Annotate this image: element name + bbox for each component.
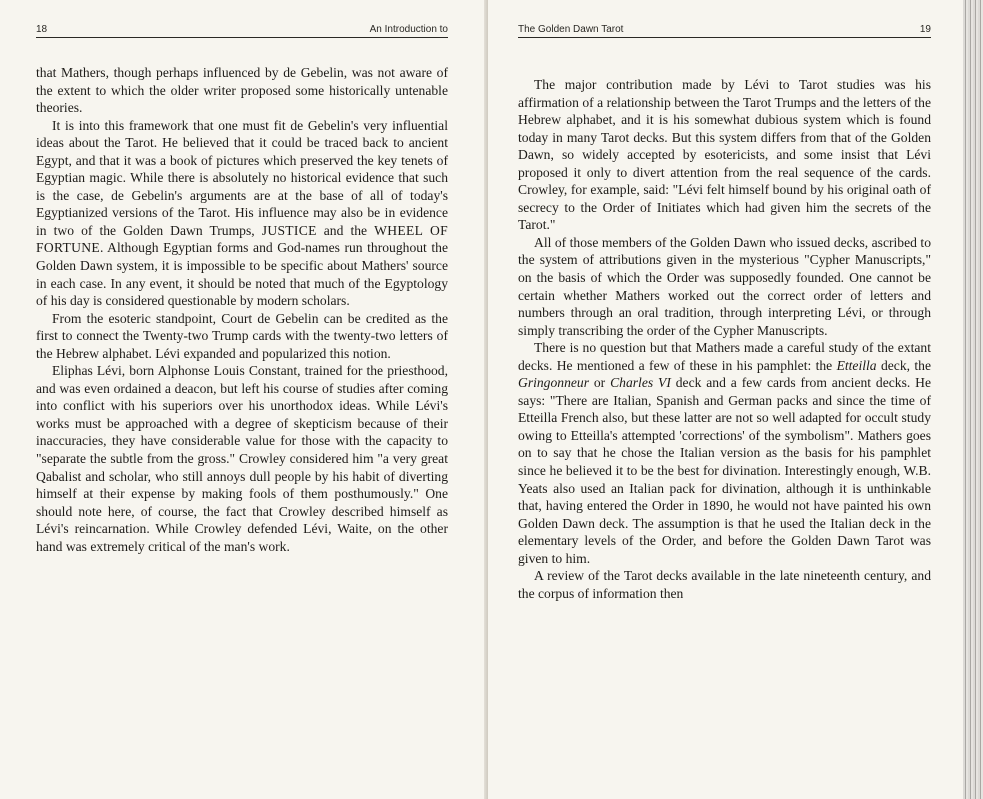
paragraph xyxy=(36,117,448,310)
left-page xyxy=(0,0,488,799)
paragraph xyxy=(518,76,931,234)
text-run: A review of the Tarot decks available in the late nineteenth century, and the corpus of information then xyxy=(518,568,931,601)
paragraph xyxy=(36,362,448,555)
left-body-text xyxy=(36,64,448,555)
paragraph xyxy=(36,64,448,117)
text-run: All of those members of the Golden Dawn who issued decks, ascribed to the system of attributions given in the mysterious "Cypher Manuscripts," on the basis of which the Order was supposedly founded. One cannot be certain whether Mathers worked out the correct order of letters and numbers through an oral tradition, through interpreting Lévi, or through simply transcribing the order of the Cypher Manuscripts. xyxy=(518,234,931,338)
right-body-text xyxy=(518,76,931,602)
left-running-title: An Introduction to xyxy=(369,24,448,35)
italic-title: Gringonneur xyxy=(518,375,589,391)
paragraph xyxy=(518,339,931,567)
card-name: JUSTICE xyxy=(261,222,317,238)
right-page xyxy=(488,0,963,799)
text-run: or xyxy=(589,375,611,391)
paragraph xyxy=(518,234,931,339)
paragraph xyxy=(36,310,448,363)
right-running-title: The Golden Dawn Tarot xyxy=(518,24,624,35)
right-page-number: 19 xyxy=(919,24,931,35)
text-run: . Although Egyptian forms and God-names run throughout the Golden Dawn system, it is impossible to be specific about Mathers' source in each case. In any event, it should be noted that much of the Egyptology of his day is considered questionable by modern scholars. xyxy=(36,240,448,309)
text-run: Eliphas Lévi, born Alphonse Louis Constant, trained for the priesthood, and was even ordained a deacon, but left his course of studies after coming into conflict with his superiors over his unorthodox ideas. While Lévi's works must be approached with a degree of skepticism because of their inaccuracies, they have considerable value for those with the capacity to "separate the subtle from the gross." Crowley considered him "a very great Qabalist and scholar, who still annoys dull people by his habit of diverting himself at their expense by making fools of them posthumously." One should note here, of course, the fact that Crowley described himself as Lévi's reincarnation. While Crowley defended Lévi, Waite, on the other hand was extremely critical of the man's work. xyxy=(36,363,448,554)
text-run: From the esoteric standpoint, Court de Gebelin can be credited as the first to connect the Twenty-two Trump cards with the twenty-two letters of the Hebrew alphabet. Lévi expanded and popularized this notion. xyxy=(36,310,448,361)
text-run: There is no question but that Mathers made a careful study of the extant decks. He mentioned a few of these in his pamphlet: the xyxy=(518,340,931,373)
text-run: It is into this framework that one must fit de Gebelin's very influential ideas about the Tarot. He believed that it could be traced back to ancient Egypt, and that it was a book of pictures which preserved the key tenets of Egyptian magic. While there is absolutely no historical evidence that such is the case, de Gebelin's arguments are at the base of all of today's Egyptianized versions of the Tarot. His influence may also be in evidence in two of the Golden Dawn Trumps, xyxy=(36,117,448,238)
text-run: that Mathers, though perhaps influenced by de Gebelin, was not aware of the extent to which the older writer proposed some historically untenable theories. xyxy=(36,65,448,116)
italic-title: Etteilla xyxy=(836,357,877,373)
text-run: deck and a few cards from ancient decks. He says: "There are Italian, Spanish and German packs and since the time of Etteilla French also, but these latter are not so well adapted for occult study owing to Etteilla's attempted 'corrections' of the symbolism". Mathers goes on to say that he chose the Italian version as the basis for his pamphlet since he believed it to be the best for divination. Interestingly enough, W.B. Yeats also used an Italian pack for divination, although it is unthinkable that, having entered the Order in 1890, he would not have painted his own Golden Dawn deck. The assumption is that he used the Italian deck in the elementary levels of the Order, and before the Golden Dawn Tarot was given to him. xyxy=(518,375,932,566)
text-run: and the xyxy=(316,222,375,238)
left-page-number: 18 xyxy=(36,24,48,35)
paragraph xyxy=(518,567,931,602)
left-header-rule xyxy=(36,37,448,38)
text-run: The major contribution made by Lévi to Tarot studies was his affirmation of a relationship between the Tarot Trumps and the letters of the Hebrew alphabet, and it is his somewhat dubious system which is found today in many Tarot decks. But this system differs from that of the Golden Dawn, so widely accepted by esotericists, and some insist that Lévi proposed it only to divert attention from the real sequence of the cards. Crowley, for example, said: "Lévi felt himself bound by his original oath of secrecy to the Order of Initiates which had given him the secrets of the Tarot." xyxy=(518,77,931,233)
italic-title: Charles VI xyxy=(610,375,671,391)
page-edges xyxy=(963,0,983,799)
text-run: deck, the xyxy=(876,357,931,373)
right-header-rule xyxy=(518,37,931,38)
card-name: WHEEL OF FORTUNE xyxy=(36,222,448,256)
